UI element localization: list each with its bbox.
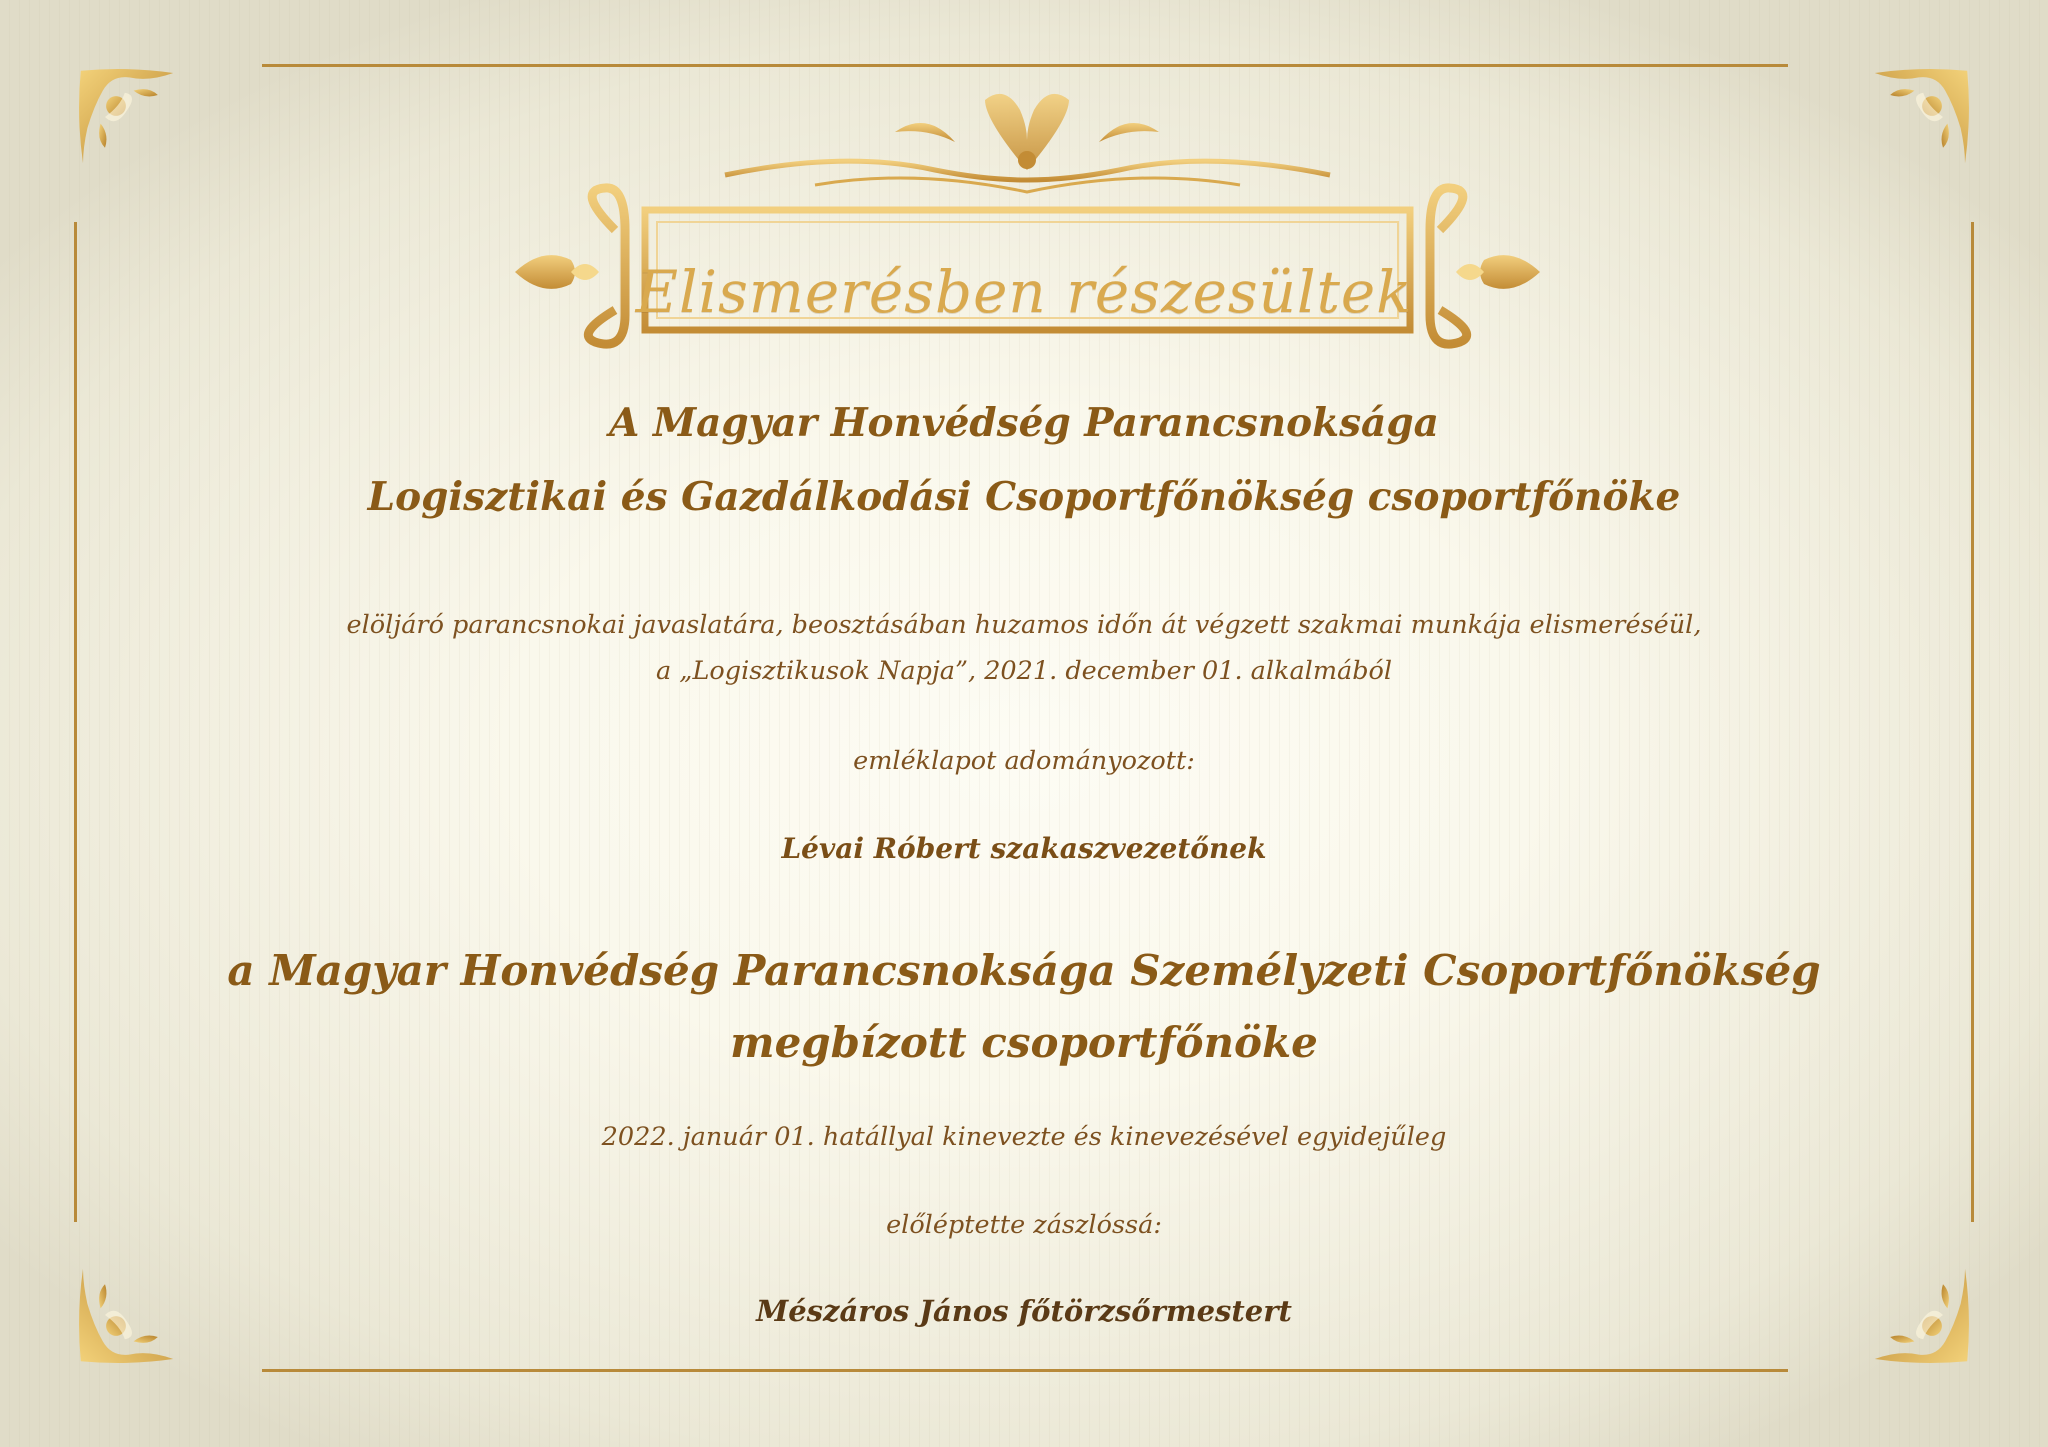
promotion-effective-date: 2022. január 01. hatállyal kinevezte és kinevezésével egyidejűleg [601,1122,1447,1152]
issuer-line-2: Logisztikai és Gazdálkodási Csoportfőnökség csoportfőnöke [367,474,1681,520]
award-recipient: Lévai Róbert szakaszvezetőnek [781,832,1267,865]
promotion-issuer-line-1: a Magyar Honvédség Parancsnoksága Személyzeti Csoportfőnökség [227,946,1821,995]
right-frame-line [1971,222,1974,1222]
issuer-line-1: A Magyar Honvédség Parancsnoksága [609,400,1439,446]
promotion-issuer-line-2: megbízott csoportfőnöke [730,1018,1318,1067]
award-reason-line-2: a „Logisztikusok Napja”, 2021. december 01. alkalmából [655,656,1393,686]
certificate-title: Elismerésben részesültek [635,258,1413,326]
corner-ornament-top-left-icon [72,62,182,172]
top-frame-line [262,64,1788,67]
award-action: emléklapot adományozott: [853,746,1195,776]
left-frame-line [74,222,77,1222]
corner-ornament-top-right-icon [1866,62,1976,172]
promotion-action: előléptette zászlóssá: [886,1210,1162,1240]
bottom-frame-line [262,1369,1788,1372]
promotion-recipient: Mészáros János főtörzsőrmestert [756,1294,1292,1328]
award-reason-line-1: elöljáró parancsnokai javaslatára, beosztásában huzamos időn át végzett szakmai munkája elismeréséül, [346,610,1702,640]
